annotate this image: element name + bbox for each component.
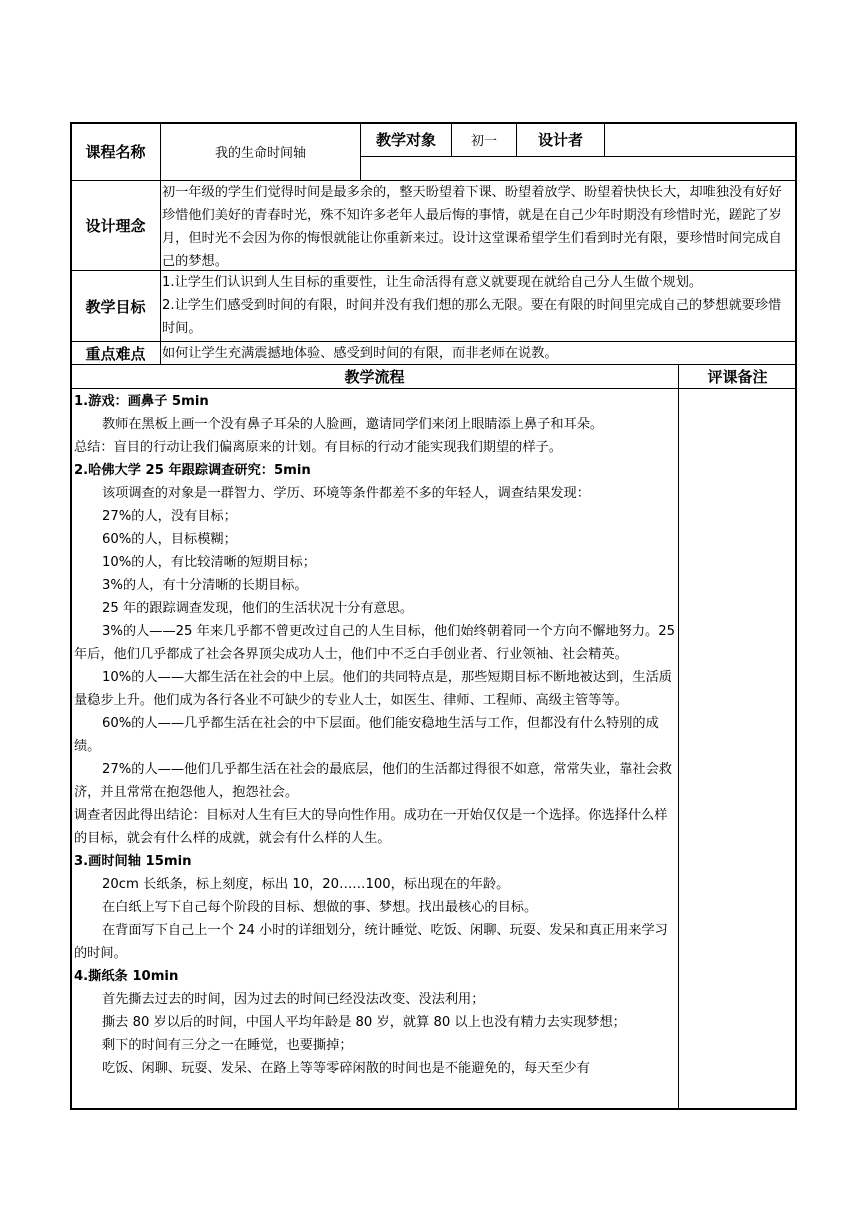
- flow-paragraph: 总结：盲目的行动让我们偏离原来的计划。有目标的行动才能实现我们期望的样子。: [74, 440, 562, 455]
- goals-list: [162, 271, 792, 340]
- flow-paragraph: 27%的人——他们几乎都生活在社会的最底层，他们的生活都过得很不如意，常常失业，靠社会救济，并且常常在抱怨他人，抱怨社会。: [74, 762, 672, 800]
- design-concept-label: 设计理念: [85, 217, 146, 235]
- flow-paragraph: 60%的人——几乎都生活在社会的中下层面。他们能安稳地生活与工作，但都没有什么特别的成绩。: [74, 716, 659, 754]
- flow-paragraph: 首先撕去过去的时间，因为过去的时间已经没法改变、没法利用；: [102, 992, 485, 1007]
- flow-paragraph: 吃饭、闲聊、玩耍、发呆、在路上等等零碎闲散的时间也是不能避免的，每天至少有: [102, 1061, 590, 1076]
- flow-paragraph: 60%的人，目标模糊；: [102, 532, 237, 547]
- flow-paragraph: 剩下的时间有三分之一在睡觉，也要撕掉；: [102, 1038, 353, 1053]
- goals-label: 教学目标: [85, 297, 146, 316]
- key-points-text: 如何让学生充满震撼地体验、感受到时间的有限，而非老师在说教。: [162, 346, 558, 361]
- flow-section-heading: 1.游戏：画鼻子 5min: [74, 394, 209, 409]
- divider: [678, 364, 679, 1109]
- flow-paragraph: 调查者因此得出结论：目标对人生有巨大的导向性作用。成功在一开始仅仅是一个选择。你选择什么样的目标，就会有什么样的成就，就会有什么样的人生。: [74, 808, 668, 846]
- flow-paragraph: 撕去 80 岁以后的时间，中国人平均年龄是 80 岁，就算 80 以上也没有精力去实现梦想；: [102, 1015, 626, 1030]
- flow-section-heading: 3.画时间轴 15min: [74, 854, 192, 869]
- flow-paragraph: 27%的人，没有目标；: [102, 509, 237, 524]
- divider: [360, 156, 797, 157]
- flow-paragraph: 20cm 长纸条，标上刻度，标出 10，20……100，标出现在的年龄。: [102, 877, 510, 892]
- flow-section-heading: 4.撕纸条 10min: [74, 969, 179, 984]
- target-label: 教学对象: [375, 131, 436, 149]
- key-points-label: 重点难点: [85, 344, 146, 363]
- course-name-value: 我的生命时间轴: [214, 146, 306, 161]
- flow-paragraph: 25 年的跟踪调查发现，他们的生活状况十分有意思。: [102, 601, 414, 616]
- flow-paragraph: 3%的人——25 年来几乎都不曾更改过自己的人生目标，他们始终朝着同一个方向不懈地努力。25 年后，他们几乎都成了社会各界顶尖成功人士，他们中不乏白手创业者、行业领袖、社会精英。: [74, 624, 675, 662]
- target-value: 初一: [470, 134, 497, 149]
- design-concept-text: 初一年级的学生们觉得时间是最多余的，整天盼望着下课、盼望着放学、盼望着快快长大，却唯独没有好好珍惜他们美好的青春时光，殊不知许多老年人最后悔的事情，就是在自己少年时期没有珍惜时光，蹉跎了岁月，但时光不会因为你的悔恨就能让你重新来过。设计这堂课希望学生们看到时光有限，要珍惜时间完成自己的梦想。: [162, 185, 782, 269]
- remarks-title: 评课备注: [707, 368, 768, 386]
- flow-paragraph: 3%的人，有十分清晰的长期目标。: [102, 578, 308, 593]
- flow-section-heading: 2.哈佛大学 25 年跟踪调查研究：5min: [74, 463, 311, 478]
- flow-paragraph: 在背面写下自己上一个 24 小时的详细划分，统计睡觉、吃饭、闲聊、玩耍、发呆和真正用来学习的时间。: [74, 923, 668, 961]
- flow-paragraph: 该项调查的对象是一群智力、学历、环境等条件都差不多的年轻人，调查结果发现：: [102, 486, 590, 501]
- designer-value: [605, 123, 795, 156]
- divider: [71, 388, 797, 389]
- flow-paragraph: 教师在黑板上画一个没有鼻子耳朵的人脸画，邀请同学们来闭上眼睛添上鼻子和耳朵。: [102, 417, 604, 432]
- flow-paragraph: 在白纸上写下自己每个阶段的目标、想做的事、梦想。找出最核心的目标。: [102, 900, 538, 915]
- course-name-label: 课程名称: [85, 143, 146, 161]
- flow-content: [74, 390, 678, 1080]
- flow-title: 教学流程: [344, 368, 405, 386]
- flow-paragraph: 10%的人——大都生活在社会的中上层。他们的共同特点是，那些短期目标不断地被达到，生活质量稳步上升。他们成为各行各业不可缺少的专业人士，如医生、律师、工程师、高级主管等等。: [74, 670, 672, 708]
- goal-item: 1.让学生们认识到人生目标的重要性，让生命活得有意义就要现在就给自己分人生做个规划。: [162, 275, 703, 290]
- goal-item: 2.让学生们感受到时间的有限，时间并没有我们想的那么无限。要在有限的时间里完成自己的梦想就要珍惜时间。: [162, 298, 782, 336]
- designer-label: 设计者: [537, 131, 583, 149]
- flow-paragraph: 10%的人，有比较清晰的短期目标；: [102, 555, 316, 570]
